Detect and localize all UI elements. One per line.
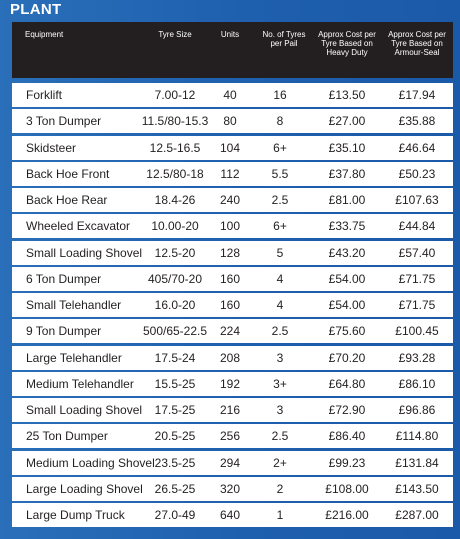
table-row <box>12 372 453 396</box>
header-equipment: Equipment <box>25 30 64 39</box>
table-row <box>12 109 453 133</box>
cell-units: 320 <box>219 481 241 496</box>
cell-units: 224 <box>219 324 241 339</box>
cell-cost-heavy-duty: £33.75 <box>328 219 366 234</box>
cell-units: 100 <box>219 219 241 234</box>
table-row <box>12 162 453 186</box>
cell-equipment: 3 Ton Dumper <box>26 114 102 129</box>
cell-cost-heavy-duty: £99.23 <box>328 455 366 470</box>
cell-units: 216 <box>219 403 241 417</box>
cell-cost-armour-seal: £86.10 <box>398 376 436 391</box>
header-units: Units <box>220 30 240 39</box>
plant-tyre-table <box>12 22 453 529</box>
cell-units: 240 <box>219 193 241 207</box>
cell-tyre-size: 12.5-20 <box>154 245 196 260</box>
table-row <box>12 346 453 370</box>
cell-tyre-size: 500/65-22.5 <box>142 324 208 339</box>
cell-equipment: Back Hoe Rear <box>26 193 108 207</box>
cell-equipment: Small Loading Shovel <box>26 403 143 417</box>
cell-units: 80 <box>223 114 237 129</box>
cell-cost-armour-seal: £57.40 <box>398 245 436 260</box>
cell-cost-heavy-duty: £54.00 <box>328 298 366 312</box>
table-row <box>12 83 453 107</box>
cell-cost-heavy-duty: £35.10 <box>328 140 366 155</box>
cell-cost-heavy-duty: £27.00 <box>328 114 366 129</box>
cell-tyre-size: 7.00-12 <box>154 88 196 102</box>
cell-cost-armour-seal: £17.94 <box>398 88 436 102</box>
cell-tyre-size: 18.4-26 <box>154 193 196 207</box>
cell-cost-heavy-duty: £54.00 <box>328 271 366 286</box>
cell-cost-armour-seal: £44.84 <box>398 219 436 234</box>
cell-tyres-per-pail: 2 <box>276 481 284 496</box>
cell-tyres-per-pail: 16 <box>273 88 287 102</box>
cell-tyres-per-pail: 2.5 <box>271 324 289 339</box>
table-row <box>12 136 453 160</box>
cell-tyres-per-pail: 4 <box>276 298 284 312</box>
cell-equipment: Small Telehandler <box>26 298 122 312</box>
cell-units: 128 <box>219 245 241 260</box>
cell-units: 160 <box>219 298 241 312</box>
cell-cost-heavy-duty: £216.00 <box>325 508 369 522</box>
table-row <box>12 241 453 265</box>
cell-cost-armour-seal: £46.64 <box>398 140 436 155</box>
cell-cost-armour-seal: £96.86 <box>398 403 436 417</box>
cell-tyre-size: 11.5/80-15.3 <box>141 114 209 129</box>
cell-cost-armour-seal: £143.50 <box>395 481 439 496</box>
cell-tyres-per-pail: 5.5 <box>271 166 289 181</box>
cell-cost-armour-seal: £107.63 <box>395 193 439 207</box>
cell-units: 256 <box>219 429 241 444</box>
cell-tyres-per-pail: 6+ <box>273 140 287 155</box>
cell-tyre-size: 20.5-25 <box>154 429 196 444</box>
table-body <box>12 83 453 527</box>
cell-units: 104 <box>219 140 241 155</box>
cell-cost-heavy-duty: £108.00 <box>325 481 369 496</box>
cell-tyres-per-pail: 1 <box>276 508 284 522</box>
table-row <box>12 319 453 343</box>
table-row <box>12 424 453 448</box>
cell-tyre-size: 16.0-20 <box>154 298 196 312</box>
cell-cost-armour-seal: £93.28 <box>398 350 436 365</box>
cell-cost-heavy-duty: £81.00 <box>328 193 366 207</box>
cell-units: 40 <box>223 88 237 102</box>
table-row <box>12 188 453 212</box>
cell-units: 640 <box>219 508 241 522</box>
cell-tyre-size: 27.0-49 <box>154 508 196 522</box>
table-row <box>12 398 453 422</box>
cell-cost-armour-seal: £71.75 <box>398 298 436 312</box>
cell-cost-armour-seal: £50.23 <box>398 166 436 181</box>
cell-equipment: Medium Telehandler <box>26 376 134 391</box>
table-row <box>12 214 453 238</box>
cell-units: 192 <box>219 376 241 391</box>
cell-tyres-per-pail: 2.5 <box>271 429 289 444</box>
cell-tyre-size: 17.5-25 <box>154 403 196 417</box>
table-row <box>12 293 453 317</box>
cell-tyres-per-pail: 8 <box>276 114 284 129</box>
cell-units: 208 <box>219 350 241 365</box>
cell-equipment: 9 Ton Dumper <box>26 324 102 339</box>
table-row <box>12 503 453 527</box>
cell-cost-heavy-duty: £75.60 <box>328 324 366 339</box>
cell-tyres-per-pail: 5 <box>276 245 284 260</box>
table-row <box>12 451 453 475</box>
cell-tyres-per-pail: 2.5 <box>271 193 289 207</box>
cell-equipment: 6 Ton Dumper <box>26 271 102 286</box>
cell-equipment: Medium Loading Shovel <box>26 455 155 470</box>
cell-cost-armour-seal: £35.88 <box>398 114 436 129</box>
cell-tyre-size: 10.00-20 <box>151 219 199 234</box>
cell-equipment: 25 Ton Dumper <box>26 429 108 444</box>
cell-cost-heavy-duty: £13.50 <box>328 88 366 102</box>
cell-equipment: Large Telehandler <box>26 350 122 365</box>
cell-equipment: Wheeled Excavator <box>26 219 131 234</box>
cell-tyres-per-pail: 6+ <box>273 219 287 234</box>
cell-cost-armour-seal: £100.45 <box>395 324 439 339</box>
cell-equipment: Forklift <box>26 88 62 102</box>
table-row <box>12 267 453 291</box>
cell-tyre-size: 23.5-25 <box>154 455 196 470</box>
cell-tyres-per-pail: 2+ <box>273 455 287 470</box>
header-tyre-size: Tyre Size <box>158 30 192 39</box>
table-header <box>12 22 453 78</box>
cell-cost-heavy-duty: £86.40 <box>328 429 366 444</box>
cell-cost-armour-seal: £287.00 <box>395 508 439 522</box>
cell-equipment: Large Dump Truck <box>26 508 125 522</box>
cell-cost-heavy-duty: £70.20 <box>328 350 366 365</box>
cell-tyres-per-pail: 3 <box>276 350 284 365</box>
cell-tyres-per-pail: 4 <box>276 271 284 286</box>
cell-cost-heavy-duty: £64.80 <box>328 376 366 391</box>
cell-cost-heavy-duty: £43.20 <box>328 245 366 260</box>
cell-cost-armour-seal: £71.75 <box>398 271 436 286</box>
section-title: PLANT <box>10 1 62 18</box>
cell-cost-heavy-duty: £72.90 <box>328 403 366 417</box>
cell-cost-armour-seal: £114.80 <box>395 429 439 444</box>
header-cost-armour-seal: Approx Cost per Tyre Based on Armour-Seal <box>388 30 446 57</box>
cell-tyre-size: 26.5-25 <box>154 481 196 496</box>
cell-cost-armour-seal: £131.84 <box>395 455 439 470</box>
cell-tyre-size: 12.5/80-18 <box>146 166 204 181</box>
table-row <box>12 477 453 501</box>
header-cost-heavy-duty: Approx Cost per Tyre Based on Heavy Duty <box>318 30 376 57</box>
cell-tyre-size: 405/70-20 <box>147 271 203 286</box>
cell-equipment: Small Loading Shovel <box>26 245 143 260</box>
cell-cost-heavy-duty: £37.80 <box>328 166 366 181</box>
cell-tyres-per-pail: 3+ <box>273 376 287 391</box>
cell-units: 112 <box>220 166 240 181</box>
cell-tyre-size: 15.5-25 <box>154 376 196 391</box>
cell-units: 160 <box>219 271 241 286</box>
cell-tyre-size: 12.5-16.5 <box>149 140 201 155</box>
cell-equipment: Back Hoe Front <box>26 166 110 181</box>
cell-units: 294 <box>219 455 241 470</box>
cell-tyres-per-pail: 3 <box>276 403 284 417</box>
cell-tyre-size: 17.5-24 <box>154 350 196 365</box>
header-tyres-per-pail: No. of Tyres per Pail <box>262 30 306 48</box>
cell-equipment: Skidsteer <box>26 140 77 155</box>
cell-equipment: Large Loading Shovel <box>26 481 143 496</box>
